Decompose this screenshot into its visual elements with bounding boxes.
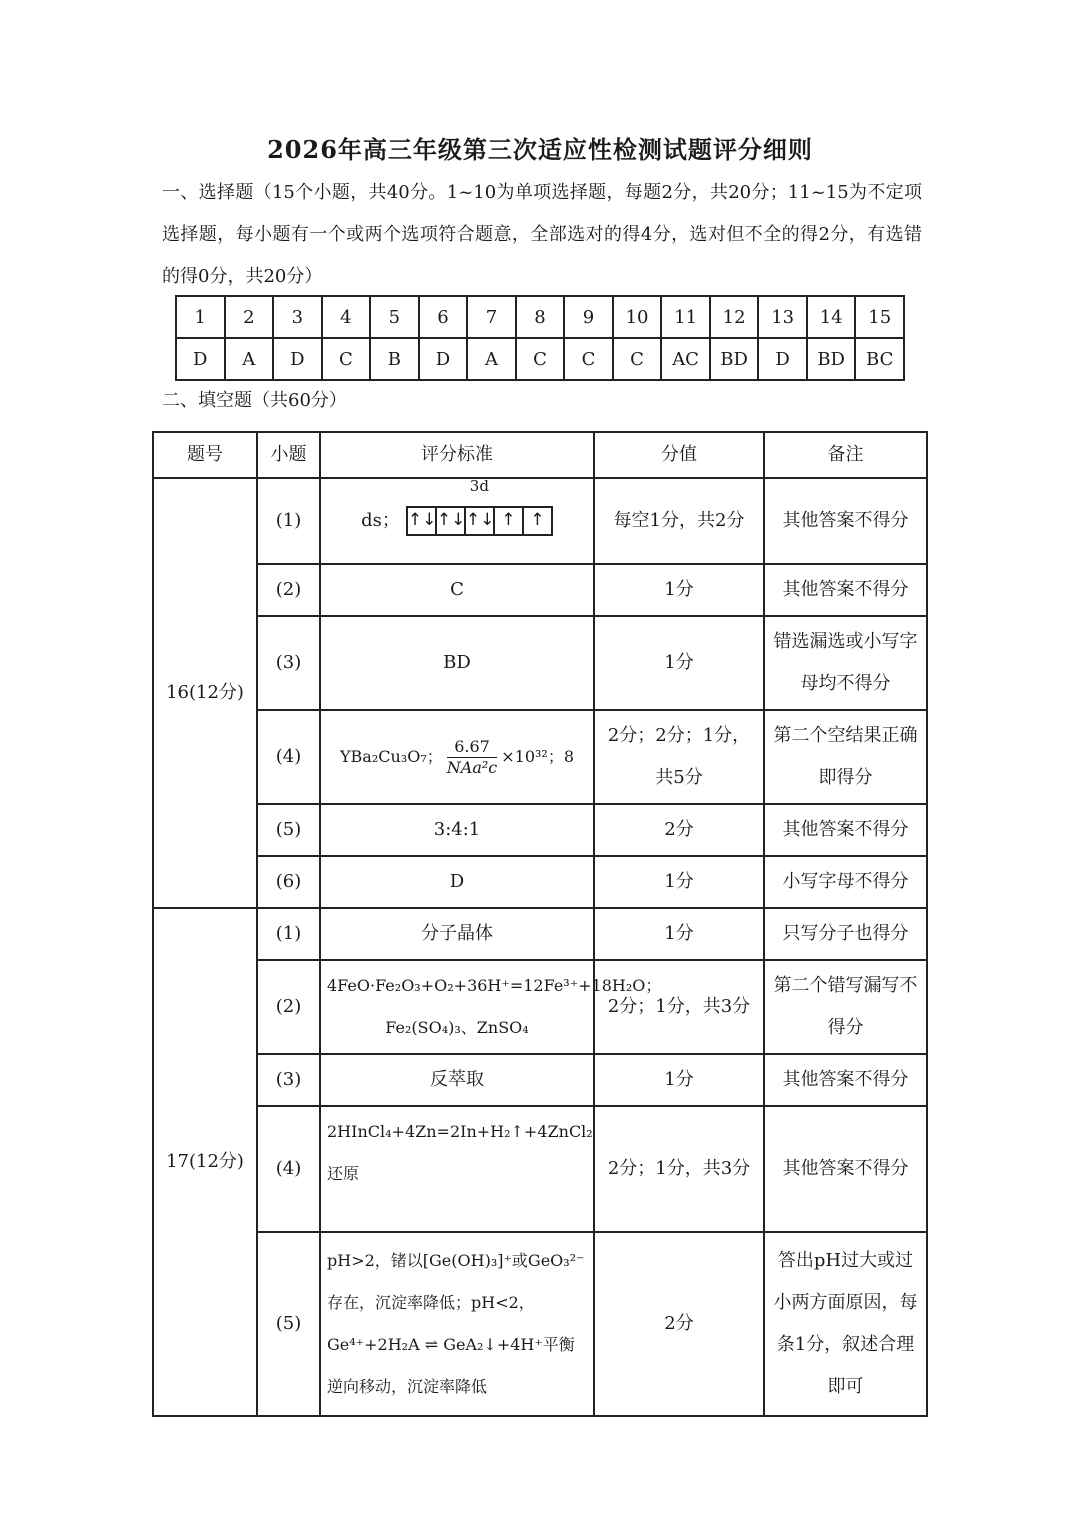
note-cell: 其他答案不得分 bbox=[764, 1054, 927, 1106]
header-sub-question: 小题 bbox=[257, 432, 320, 478]
criteria-cell bbox=[320, 1106, 594, 1232]
criteria-cell bbox=[320, 478, 594, 564]
header-criteria: 评分标准 bbox=[320, 432, 594, 478]
note-cell: 第二个空结果正确即得分 bbox=[764, 710, 927, 804]
criteria-cell: BD bbox=[320, 616, 594, 710]
answer-cell: C bbox=[322, 338, 371, 380]
score-cell: 1分 bbox=[594, 616, 764, 710]
fraction-denominator: NAa²c bbox=[446, 758, 498, 777]
orbital-box: ↑ bbox=[495, 508, 524, 534]
answer-cell: D bbox=[176, 338, 225, 380]
note-cell: 第二个错写漏写不得分 bbox=[764, 960, 927, 1054]
criteria-cell: 3:4:1 bbox=[320, 804, 594, 856]
header-score: 分值 bbox=[594, 432, 764, 478]
orbital-label: 3d bbox=[469, 477, 489, 495]
table-row bbox=[153, 478, 927, 564]
sub-question: (3) bbox=[257, 1054, 320, 1106]
sub-question: (2) bbox=[257, 960, 320, 1054]
table-row bbox=[153, 710, 927, 804]
question-17-label: 17(12分) bbox=[153, 908, 257, 1416]
note-cell: 错选漏选或小写字母均不得分 bbox=[764, 616, 927, 710]
orbital-diagram bbox=[406, 477, 553, 542]
note-cell: 其他答案不得分 bbox=[764, 478, 927, 564]
criteria-cell bbox=[320, 710, 594, 804]
question-number-cell: 15 bbox=[855, 296, 904, 338]
criteria-prefix: ds； bbox=[361, 510, 400, 531]
section2-heading: 二、填空题（共60分） bbox=[162, 390, 347, 411]
question-number-cell: 2 bbox=[225, 296, 274, 338]
score-cell: 2分 bbox=[594, 1232, 764, 1416]
table-row bbox=[153, 1232, 927, 1416]
answer-cell: BC bbox=[855, 338, 904, 380]
question-number-cell: 9 bbox=[564, 296, 613, 338]
choice-answer-table bbox=[175, 295, 905, 381]
question-number-cell: 7 bbox=[467, 296, 516, 338]
sub-question: (4) bbox=[257, 710, 320, 804]
sub-question: (2) bbox=[257, 564, 320, 616]
criteria-equation: 2HInCl₄+4Zn=2In+H₂↑+4ZnCl₂ bbox=[327, 1122, 593, 1141]
answer-cell: C bbox=[516, 338, 565, 380]
sub-question: (5) bbox=[257, 1232, 320, 1416]
question-number-cell: 14 bbox=[807, 296, 856, 338]
sub-question: (1) bbox=[257, 478, 320, 564]
score-cell: 1分 bbox=[594, 564, 764, 616]
question-number-cell: 12 bbox=[710, 296, 759, 338]
question-number-cell: 8 bbox=[516, 296, 565, 338]
criteria-cell: 反萃取 bbox=[320, 1054, 594, 1106]
table-row bbox=[153, 856, 927, 908]
sub-question: (4) bbox=[257, 1106, 320, 1232]
score-cell: 2分；1分，共3分 bbox=[594, 960, 764, 1054]
score-cell: 2分；2分；1分，共5分 bbox=[594, 710, 764, 804]
question-number-cell: 1 bbox=[176, 296, 225, 338]
criteria-cell: 分子晶体 bbox=[320, 908, 594, 960]
note-cell: 小写字母不得分 bbox=[764, 856, 927, 908]
question-number-cell: 10 bbox=[613, 296, 662, 338]
question-16-label: 16(12分) bbox=[153, 478, 257, 908]
note-cell: 其他答案不得分 bbox=[764, 804, 927, 856]
criteria-answer: 还原 bbox=[327, 1164, 360, 1183]
question-number-cell: 13 bbox=[758, 296, 807, 338]
fill-scoring-table bbox=[152, 431, 928, 1417]
orbital-box: ↑↓ bbox=[466, 508, 495, 534]
table-row bbox=[153, 908, 927, 960]
answer-cell: BD bbox=[807, 338, 856, 380]
criteria-cell: C bbox=[320, 564, 594, 616]
orbital-box: ↑↓ bbox=[408, 508, 437, 534]
score-cell: 1分 bbox=[594, 1054, 764, 1106]
formula-text: YBa₂Cu₃O₇； bbox=[339, 747, 443, 766]
header-note: 备注 bbox=[764, 432, 927, 478]
table-row bbox=[153, 960, 927, 1054]
note-cell: 其他答案不得分 bbox=[764, 564, 927, 616]
question-number-cell: 4 bbox=[322, 296, 371, 338]
orbital-box: ↑ bbox=[530, 510, 545, 530]
table-header-row bbox=[153, 432, 927, 478]
choice-answer-row bbox=[176, 338, 904, 380]
answer-cell: C bbox=[564, 338, 613, 380]
score-cell: 2分 bbox=[594, 804, 764, 856]
score-cell: 1分 bbox=[594, 856, 764, 908]
sub-question: (1) bbox=[257, 908, 320, 960]
choice-number-row bbox=[176, 296, 904, 338]
header-question-no: 题号 bbox=[153, 432, 257, 478]
table-row bbox=[153, 1054, 927, 1106]
fraction bbox=[447, 737, 497, 778]
sub-question: (3) bbox=[257, 616, 320, 710]
score-cell: 每空1分，共2分 bbox=[594, 478, 764, 564]
criteria-cell: D bbox=[320, 856, 594, 908]
note-cell: 其他答案不得分 bbox=[764, 1106, 927, 1232]
table-row bbox=[153, 1106, 927, 1232]
table-row bbox=[153, 804, 927, 856]
question-number-cell: 11 bbox=[661, 296, 710, 338]
question-number-cell: 3 bbox=[273, 296, 322, 338]
fraction-numerator: 6.67 bbox=[447, 737, 497, 758]
score-cell: 1分 bbox=[594, 908, 764, 960]
sub-question: (5) bbox=[257, 804, 320, 856]
note-cell: 只写分子也得分 bbox=[764, 908, 927, 960]
answer-cell: D bbox=[758, 338, 807, 380]
answer-cell: D bbox=[273, 338, 322, 380]
score-cell: 2分；1分，共3分 bbox=[594, 1106, 764, 1232]
answer-cell: AC bbox=[661, 338, 710, 380]
table-row bbox=[153, 616, 927, 710]
question-number-cell: 6 bbox=[419, 296, 468, 338]
orbital-box: ↑↓ bbox=[437, 508, 466, 534]
formula-suffix: ×10³²；8 bbox=[501, 747, 575, 766]
criteria-cell: pH>2，锗以[Ge(OH)₃]⁺或GeO₃²⁻存在，沉淀率降低；pH<2，Ge⁴⁺+2H₂A ⇌ GeA₂↓+4H⁺平衡逆向移动，沉淀率降低 bbox=[320, 1232, 594, 1416]
answer-cell: A bbox=[467, 338, 516, 380]
answer-cell: C bbox=[613, 338, 662, 380]
answer-cell: A bbox=[225, 338, 274, 380]
document-title: 2026年高三年级第三次适应性检测试题评分细则 bbox=[267, 135, 813, 164]
answer-cell: D bbox=[419, 338, 468, 380]
criteria-cell: 4FeO·Fe₂O₃+O₂+36H⁺=12Fe³⁺+18H₂O；Fe₂(SO₄)₃、ZnSO₄ bbox=[320, 960, 594, 1054]
note-cell: 答出pH过大或过小两方面原因，每条1分，叙述合理即可 bbox=[764, 1232, 927, 1416]
section1-instructions: 一、选择题（15个小题，共40分。1~10为单项选择题，每题2分，共20分；11~15为不定项选择题，每小题有一个或两个选项符合题意，全部选对的得4分，选对但不全的得2分，有选错的得0分，共20分） bbox=[162, 182, 922, 287]
answer-cell: BD bbox=[710, 338, 759, 380]
question-number-cell: 5 bbox=[370, 296, 419, 338]
sub-question: (6) bbox=[257, 856, 320, 908]
answer-cell: B bbox=[370, 338, 419, 380]
table-row bbox=[153, 564, 927, 616]
